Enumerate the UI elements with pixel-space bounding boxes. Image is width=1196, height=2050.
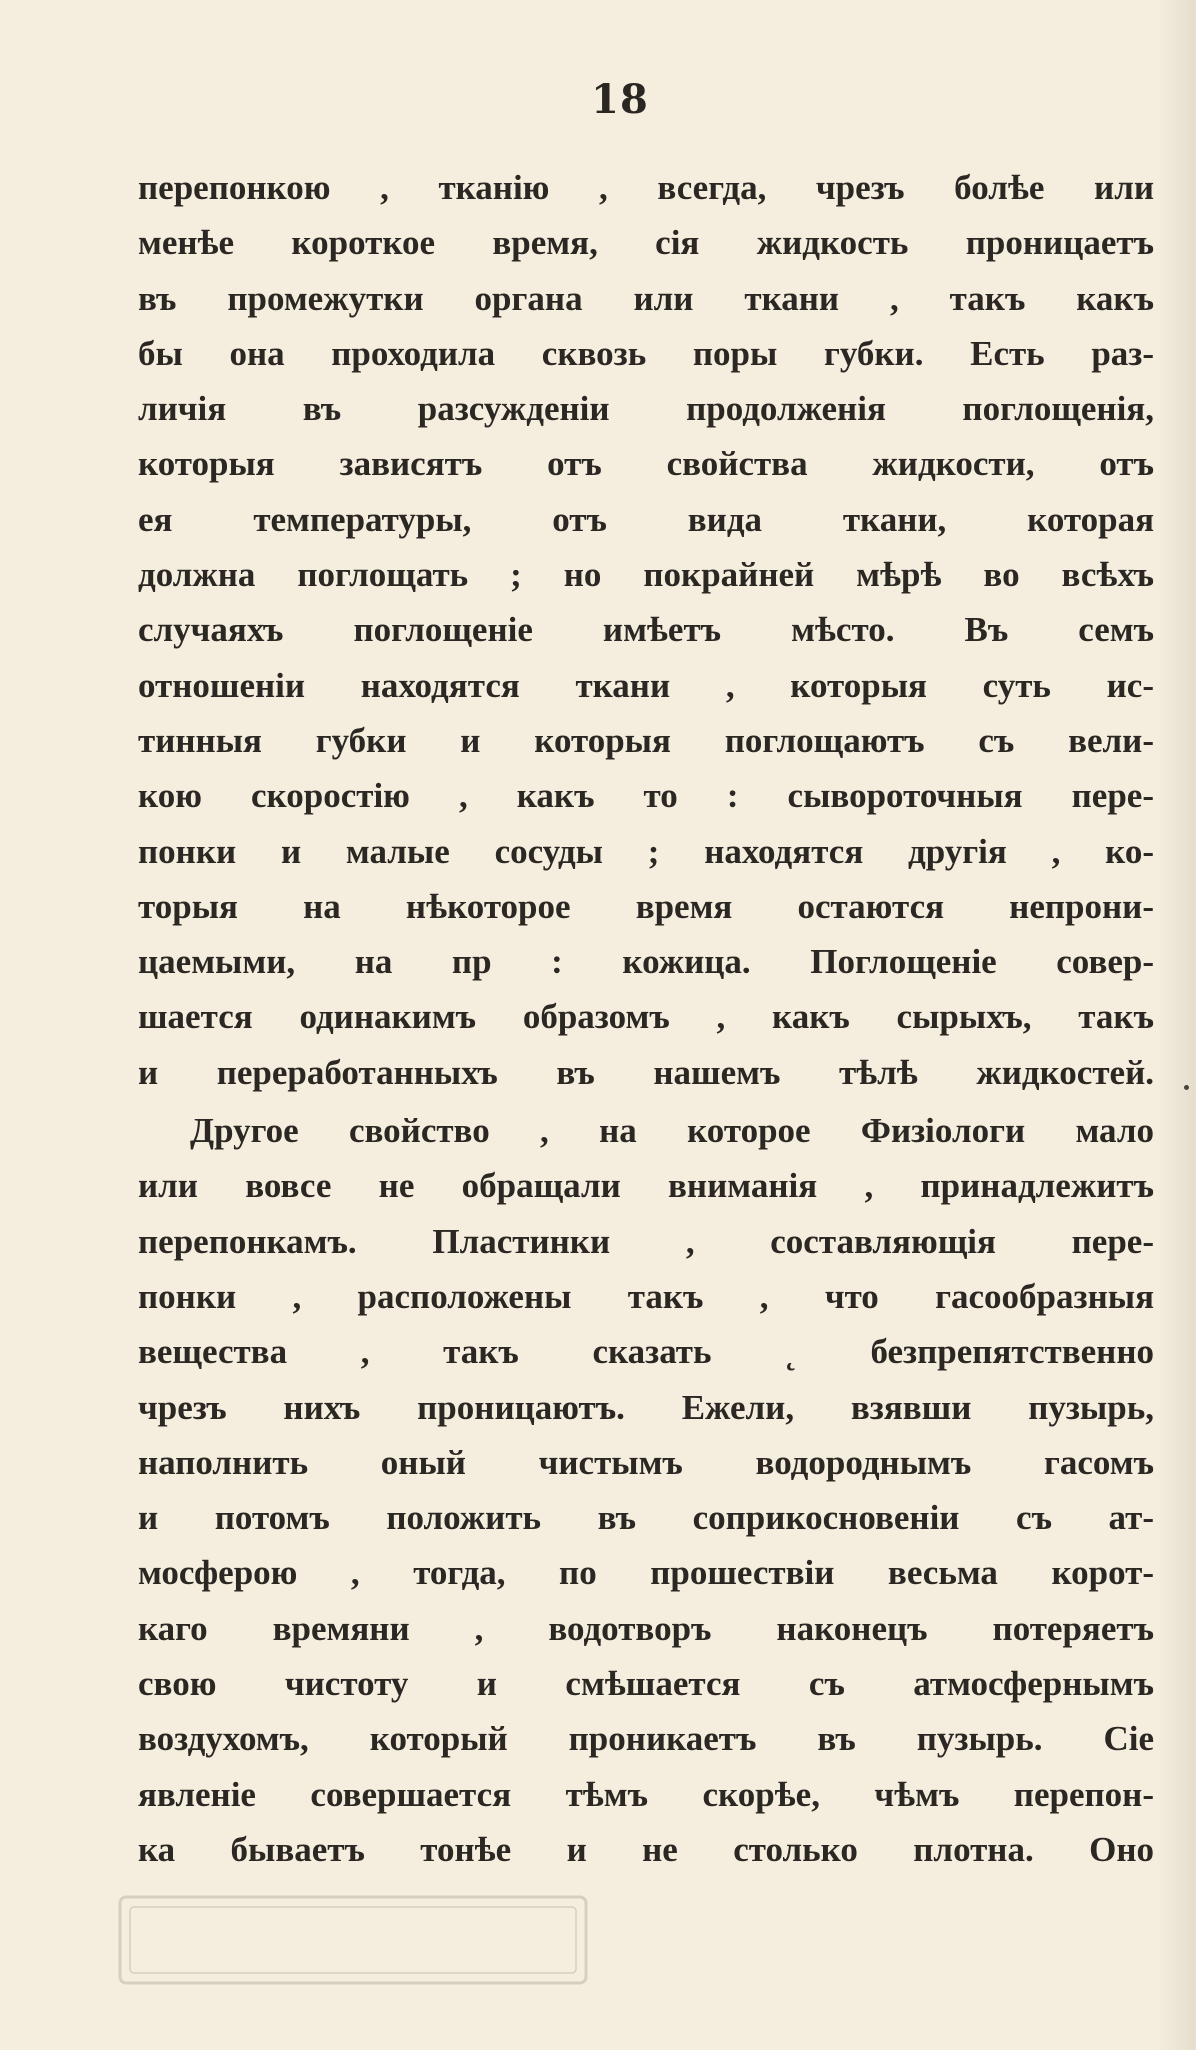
text-line: личія въ разсужденіи продолженія поглощенія,	[138, 389, 1154, 429]
text-line: перепонкою , тканію , всегда, чрезъ болѣе или	[138, 168, 1154, 207]
text-line: свою чистоту и смѣшается съ атмосфернымъ	[138, 1664, 1154, 1704]
text-line: кою скоростію , какъ то : сывороточныя пере-	[138, 776, 1154, 816]
text-line: которыя зависятъ отъ свойства жидкости, отъ	[138, 444, 1154, 484]
page-number: 18	[591, 76, 649, 123]
text-line: воздухомъ, который проникаетъ въ пузырь. Сіе	[138, 1719, 1154, 1759]
text-line: явленіе совершается тѣмъ скорѣе, чѣмъ перепон-	[138, 1774, 1154, 1814]
text-line: чрезъ нихъ проницаютъ. Ежели, взявши пузырь,	[138, 1387, 1154, 1427]
library-stamp-bleedthrough	[118, 1895, 588, 1985]
text-line: понки и малые сосуды ; находятся другія , ко-	[138, 831, 1154, 871]
text-line: и переработанныхъ въ нашемъ тѣлѣ жидкостей.	[138, 1052, 1154, 1092]
text-line: тинныя губки и которыя поглощаютъ съ вели-	[138, 720, 1154, 760]
text-line: отношеніи находятся ткани , которыя суть ис-	[138, 665, 1154, 705]
text-line: вещества , такъ сказать ˛ безпрепятственно	[138, 1332, 1154, 1372]
paragraph-first-line: Другое свойство , на которое Физіологи мало	[190, 1111, 1154, 1151]
text-line: цаемыми, на пр : кожица. Поглощеніе совер-	[138, 942, 1154, 982]
text-line: менѣе короткое время, сія жидкость проницаетъ	[138, 223, 1154, 263]
text-line: бы она проходила сквозь поры губки. Есть раз-	[138, 333, 1154, 373]
text-line: должна поглощать ; но покрайней мѣрѣ во всѣхъ	[138, 555, 1154, 595]
text-line: торыя на нѣкоторое время остаются непрони-	[138, 886, 1154, 926]
text-line: ея температуры, отъ вида ткани, которая	[138, 499, 1154, 539]
body-text	[138, 160, 1154, 1877]
text-line: понки , расположены такъ , что гасообразныя	[138, 1276, 1154, 1316]
text-line: въ промежутки органа или ткани , такъ какъ	[138, 278, 1154, 318]
margin-mark	[1184, 1085, 1189, 1090]
text-line: ка бываетъ тонѣе и не столько плотна. Оно	[138, 1829, 1154, 1869]
text-line: мосферою , тогда, по прошествіи весьма корот-	[138, 1553, 1154, 1593]
text-line: случаяхъ поглощеніе имѣетъ мѣсто. Въ семъ	[138, 610, 1154, 650]
text-line: или вовсе не обращали вниманія , принадлежитъ	[138, 1166, 1154, 1206]
text-line: наполнить оный чистымъ водороднымъ гасомъ	[138, 1442, 1154, 1482]
text-line: каго времяни , водотворъ наконецъ потеряетъ	[138, 1608, 1154, 1648]
text-line: шается одинакимъ образомъ , какъ сырыхъ, такъ	[138, 997, 1154, 1037]
text-line: и потомъ положить въ соприкосновеніи съ ат-	[138, 1498, 1154, 1538]
stamp-border-graphic	[118, 1895, 588, 1985]
text-line: перепонкамъ. Пластинки , составляющія пере-	[138, 1221, 1154, 1261]
